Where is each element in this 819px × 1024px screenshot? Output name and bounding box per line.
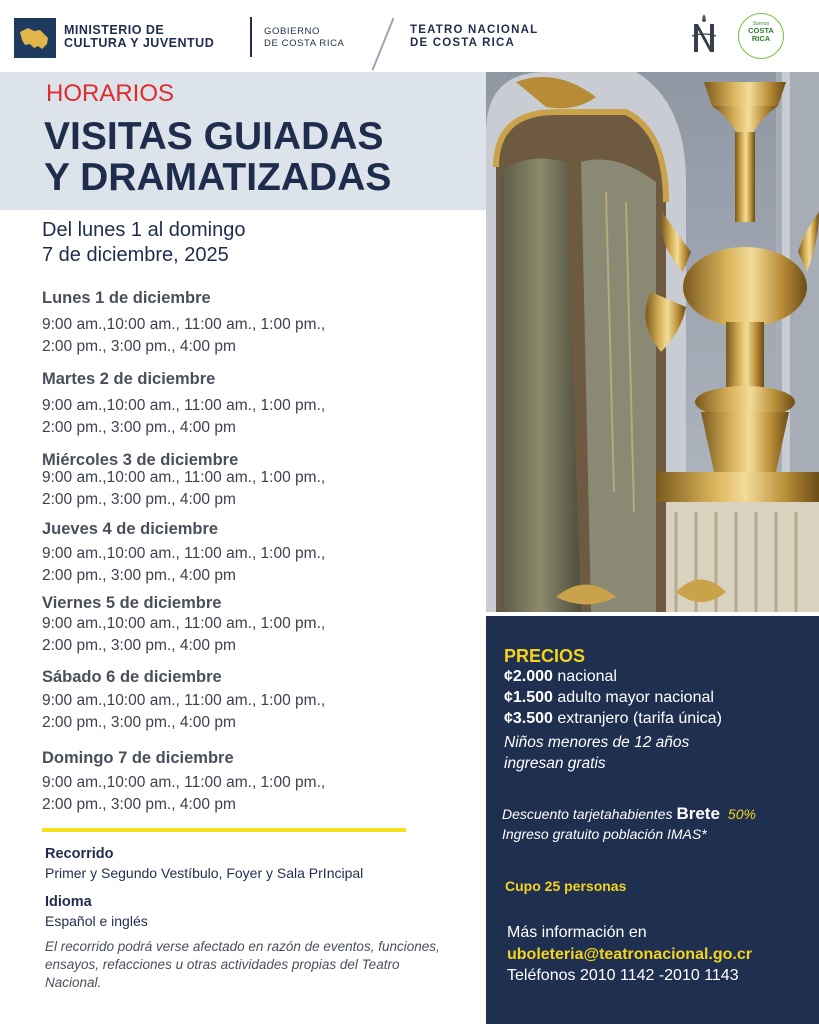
divider [42, 828, 406, 832]
day-label: Lunes 1 de diciembre [42, 289, 211, 307]
day-times: 9:00 am.,10:00 am., 11:00 am., 1:00 pm., 2:00 pm., 3:00 pm., 4:00 pm [42, 469, 326, 508]
day-label: Miércoles 3 de diciembre [42, 451, 239, 469]
day-label: Viernes 5 de diciembre [42, 594, 222, 612]
kids-free-note: Niños menores de 12 años ingresan gratis [504, 734, 690, 772]
more-info-label: Más información en [507, 924, 647, 941]
language-value: Español e inglés [45, 913, 148, 929]
prices-heading: PRECIOS [504, 646, 586, 666]
header-divider-slash [372, 18, 394, 70]
contact-email-link[interactable]: uboleteria@teatronacional.go.cr [507, 946, 752, 963]
price-item: ¢3.500 extranjero (tarifa única) [504, 710, 722, 727]
costa-rica-brand-logo: Somos COSTA RICA [738, 13, 784, 59]
theatre-monogram-icon [686, 12, 722, 56]
prices-panel [486, 616, 819, 1024]
contact-phones: Teléfonos 2010 1142 -2010 1143 [507, 967, 739, 984]
theatre-interior-photo [486, 72, 819, 612]
language-label: Idioma [45, 894, 92, 910]
tour-label: Recorrido [45, 846, 114, 862]
kicker-label: HORARIOS [46, 80, 175, 107]
price-item: ¢2.000 nacional [504, 668, 617, 685]
day-label: Martes 2 de diciembre [42, 370, 216, 388]
day-times: 9:00 am.,10:00 am., 11:00 am., 1:00 pm., 2:00 pm., 3:00 pm., 4:00 pm [42, 615, 326, 654]
government-name: GOBIERNO DE COSTA RICA [264, 26, 345, 49]
brete-logo: Brete [676, 804, 720, 823]
ministry-logo-icon [14, 18, 56, 58]
discount-note: Descuento tarjetahabientes Brete 50% [502, 804, 756, 823]
imas-note: Ingreso gratuito población IMAS* [502, 826, 707, 842]
page-title: VISITAS GUIADAS Y DRAMATIZADAS [44, 115, 392, 199]
day-times: 9:00 am.,10:00 am., 11:00 am., 1:00 pm., 2:00 pm., 3:00 pm., 4:00 pm [42, 316, 326, 355]
ministry-name: MINISTERIO DE CULTURA Y JUVENTUD [64, 23, 215, 50]
day-times: 9:00 am.,10:00 am., 11:00 am., 1:00 pm., 2:00 pm., 3:00 pm., 4:00 pm [42, 545, 326, 584]
day-times: 9:00 am.,10:00 am., 11:00 am., 1:00 pm., 2:00 pm., 3:00 pm., 4:00 pm [42, 692, 326, 731]
price-item: ¢1.500 adulto mayor nacional [504, 689, 714, 706]
header-divider [250, 17, 252, 57]
capacity-note: Cupo 25 personas [505, 878, 627, 894]
theatre-name: TEATRO NACIONAL DE COSTA RICA [410, 24, 539, 49]
tour-value: Primer y Segundo Vestíbulo, Foyer y Sala PrIncipal [45, 865, 364, 881]
disclaimer: El recorrido podrá verse afectado en razón de eventos, funciones, ensayos, refacciones u otras actividades propias del Teatro Nacional. [45, 939, 440, 990]
header-bar [0, 0, 819, 72]
day-label: Sábado 6 de diciembre [42, 668, 222, 686]
day-times: 9:00 am.,10:00 am., 11:00 am., 1:00 pm., 2:00 pm., 3:00 pm., 4:00 pm [42, 397, 326, 436]
day-label: Jueves 4 de diciembre [42, 520, 219, 538]
date-range: Del lunes 1 al domingo 7 de diciembre, 2025 [42, 219, 246, 266]
day-times: 9:00 am.,10:00 am., 11:00 am., 1:00 pm., 2:00 pm., 3:00 pm., 4:00 pm [42, 774, 326, 813]
day-label: Domingo 7 de diciembre [42, 749, 234, 767]
